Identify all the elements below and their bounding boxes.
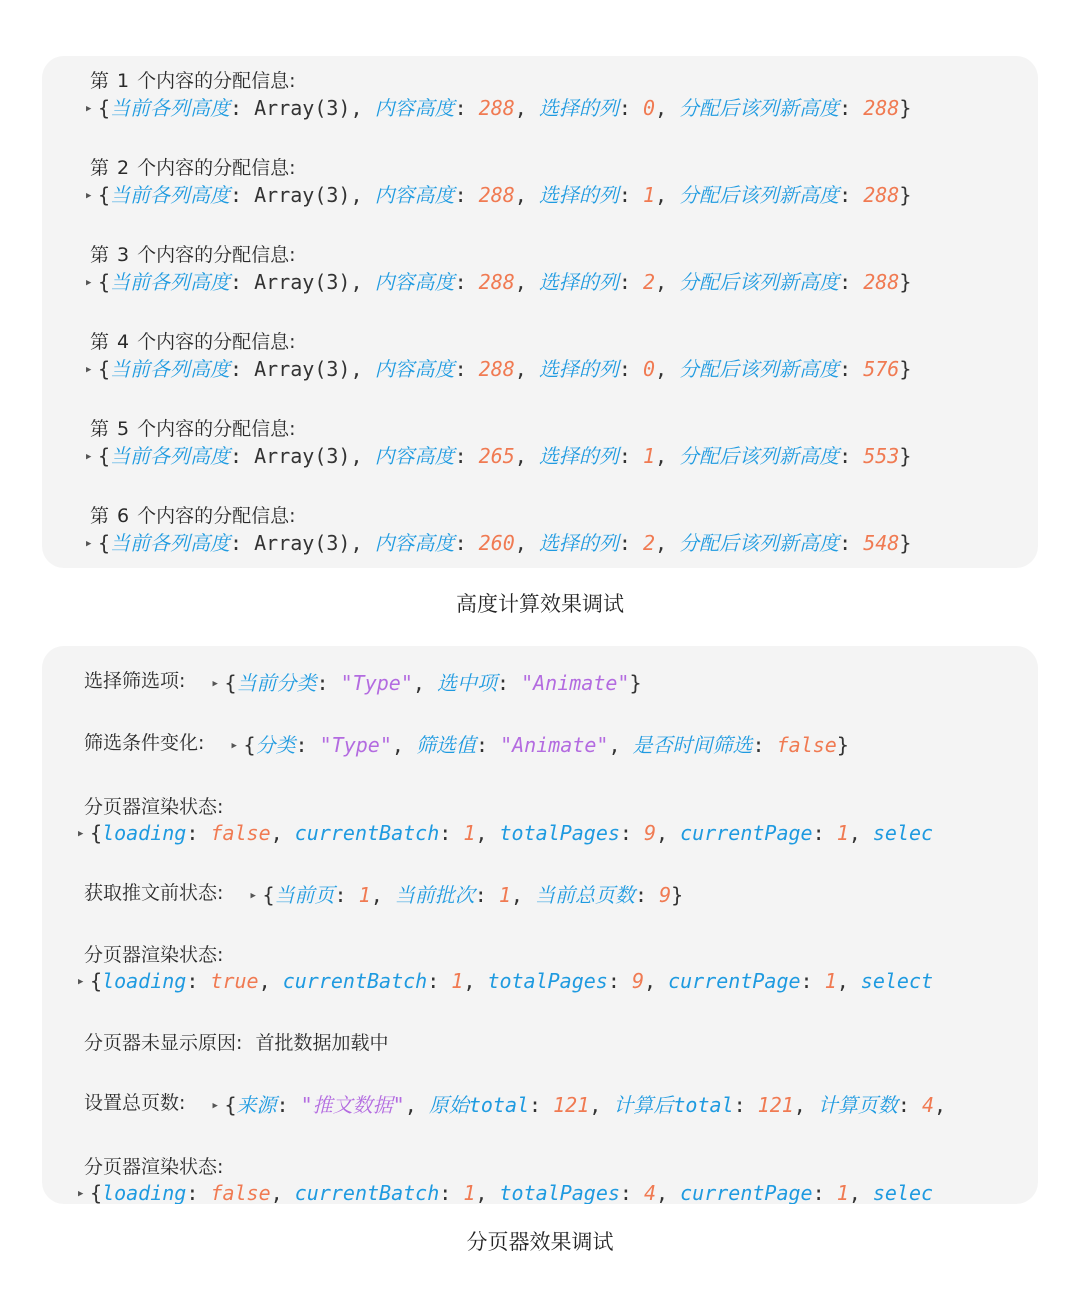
- log-label: 分页器未显示原因:: [84, 1032, 243, 1054]
- expand-triangle-icon[interactable]: ▶: [231, 741, 237, 751]
- log-object[interactable]: ▶ {当前各列高度: Array(3), 内容高度: 288, 选择的列: 1, 分配后该列新高度: 288}: [86, 183, 912, 207]
- expand-triangle-icon[interactable]: ▶: [86, 104, 92, 114]
- log-reason: 首批数据加载中: [255, 1032, 389, 1054]
- log-select-filter: [84, 666, 642, 696]
- expand-triangle-icon[interactable]: ▶: [86, 452, 92, 462]
- log-entry-title: 第 2 个内容的分配信息:: [90, 157, 296, 179]
- log-label: 分页器渲染状态:: [84, 944, 224, 966]
- log-object[interactable]: ▶ {当前各列高度: Array(3), 内容高度: 288, 选择的列: 2, 分配后该列新高度: 288}: [86, 270, 912, 294]
- log-object[interactable]: ▶ {分类: "Type", 筛选值: "Animate", 是否时间筛选: false}: [231, 733, 849, 757]
- log-entry-title: 第 6 个内容的分配信息:: [90, 505, 296, 527]
- log-label: 设置总页数:: [84, 1092, 186, 1114]
- caption-height-debug: 高度计算效果调试: [456, 592, 624, 616]
- log-entry: [86, 329, 912, 382]
- log-entry-title: 第 1 个内容的分配信息:: [90, 70, 296, 92]
- expand-triangle-icon[interactable]: ▶: [250, 891, 256, 901]
- log-object[interactable]: ▶ {当前分类: "Type", 选中项: "Animate"}: [212, 671, 642, 695]
- log-entry: [86, 68, 912, 121]
- log-pager-render-2: [78, 940, 934, 994]
- log-entry: [86, 155, 912, 208]
- log-pager-render-3: [78, 1152, 934, 1204]
- log-object[interactable]: ▶ {来源: "推文数据", 原始total: 121, 计算后total: 121, 计算页数: 4,: [212, 1093, 947, 1117]
- log-object[interactable]: ▶ {当前页: 1, 当前批次: 1, 当前总页数: 9}: [250, 883, 684, 907]
- log-entry: [86, 242, 912, 295]
- log-object[interactable]: ▶ {当前各列高度: Array(3), 内容高度: 265, 选择的列: 1, 分配后该列新高度: 553}: [86, 444, 912, 468]
- caption-pagination-debug: 分页器效果调试: [466, 1230, 614, 1254]
- expand-triangle-icon[interactable]: ▶: [78, 1189, 84, 1199]
- log-object[interactable]: ▶ {loading: true, currentBatch: 1, totalPages: 9, currentPage: 1, select: [78, 969, 934, 993]
- expand-triangle-icon[interactable]: ▶: [212, 679, 218, 689]
- expand-triangle-icon[interactable]: ▶: [86, 539, 92, 549]
- expand-triangle-icon[interactable]: ▶: [78, 977, 84, 987]
- log-label: 选择筛选项:: [84, 670, 186, 692]
- log-entry-title: 第 5 个内容的分配信息:: [90, 418, 296, 440]
- log-pager-hidden-reason: [84, 1028, 389, 1055]
- log-object[interactable]: ▶ {当前各列高度: Array(3), 内容高度: 288, 选择的列: 0, 分配后该列新高度: 288}: [86, 96, 912, 120]
- log-object[interactable]: ▶ {当前各列高度: Array(3), 内容高度: 288, 选择的列: 0, 分配后该列新高度: 576}: [86, 357, 912, 381]
- expand-triangle-icon[interactable]: ▶: [78, 829, 84, 839]
- log-pager-render-1: [78, 792, 934, 846]
- expand-triangle-icon[interactable]: ▶: [212, 1101, 218, 1111]
- log-label: 分页器渲染状态:: [84, 796, 224, 818]
- expand-triangle-icon[interactable]: ▶: [86, 278, 92, 288]
- log-label: 分页器渲染状态:: [84, 1156, 224, 1178]
- pagination-debug-console: [42, 646, 1038, 1204]
- log-label: 筛选条件变化:: [84, 732, 205, 754]
- log-object[interactable]: ▶ {当前各列高度: Array(3), 内容高度: 260, 选择的列: 2, 分配后该列新高度: 548}: [86, 531, 912, 555]
- log-entry-title: 第 3 个内容的分配信息:: [90, 244, 296, 266]
- log-entry-title: 第 4 个内容的分配信息:: [90, 331, 296, 353]
- log-object[interactable]: ▶ {loading: false, currentBatch: 1, totalPages: 9, currentPage: 1, selec: [78, 821, 934, 845]
- log-before-fetch: [84, 878, 683, 908]
- log-set-total-pages: [84, 1088, 946, 1118]
- log-label: 获取推文前状态:: [84, 882, 224, 904]
- log-entry: [86, 416, 912, 469]
- log-filter-change: [84, 728, 849, 758]
- height-debug-console: [42, 56, 1038, 568]
- expand-triangle-icon[interactable]: ▶: [86, 365, 92, 375]
- log-entry: [86, 503, 912, 556]
- expand-triangle-icon[interactable]: ▶: [86, 191, 92, 201]
- log-object[interactable]: ▶ {loading: false, currentBatch: 1, totalPages: 4, currentPage: 1, selec: [78, 1180, 933, 1204]
